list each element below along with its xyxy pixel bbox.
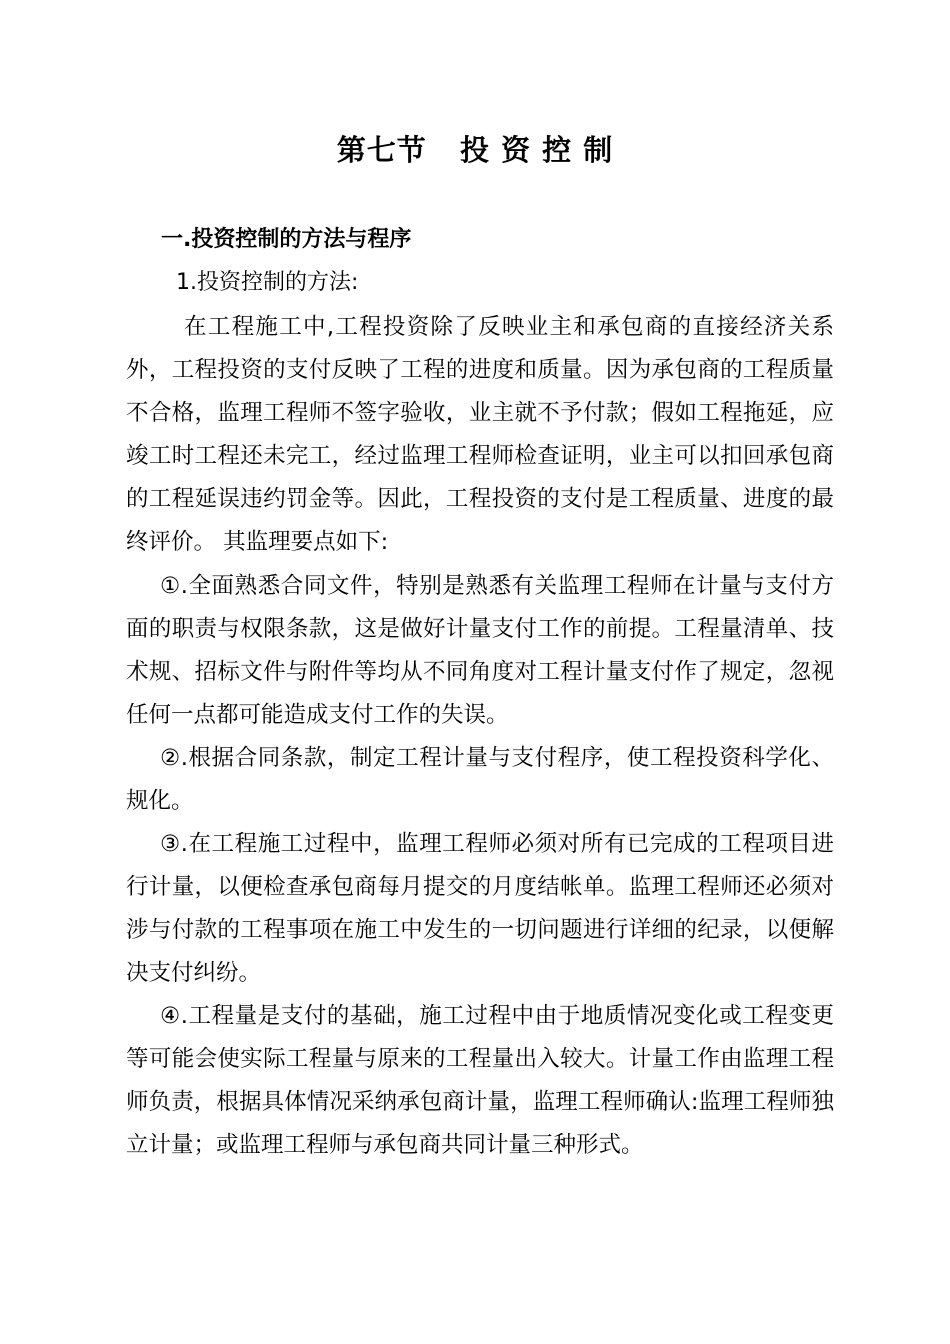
paragraph-intro: 在工程施工中,工程投资除了反映业主和承包商的直接经济关系外，工程投资的支付反映了工程的进度和质量。因为承包商的工程质量不合格，监理工程师不签字验收，业主就不予付款；假如工程拖延，应竣工时工程还未完工，经过监理工程师检查证明，业主可以扣回承包商的工程延误违约罚金等。因此，工程投资的支付是工程质量、进度的最终评价。 其监理要点如下: — [126, 314, 834, 555]
section-heading: 一.投资控制的方法与程序 — [161, 227, 412, 252]
section-title: 第七节 投 资 控 制 — [336, 133, 614, 167]
paragraph-item-1: ①.全面熟悉合同文件，特别是熟悉有关监理工程师在计量与支付方面的职责与权限条款，这是做好计量支付工作的前提。工程量清单、技术规、招标文件与附件等均从不同角度对工程计量支付作了规定，忽视任何一点都可能造成支付工作的失误。 — [126, 573, 834, 728]
subheading: 1.投资控制的方法: — [176, 270, 359, 295]
paragraph-item-2: ②.根据合同条款，制定工程计量与支付程序，使工程投资科学化、规化。 — [126, 745, 834, 814]
paragraph-item-4: ④.工程量是支付的基础，施工过程中由于地质情况变化或工程变更等可能会使实际工程量与原来的工程量出入较大。计量工作由监理工程师负责，根据具体情况采纳承包商计量，监理工程师确认:监理工程师独立计量；或监理工程师与承包商共同计量三种形式。 — [126, 1003, 834, 1158]
paragraph-item-3: ③.在工程施工过程中，监理工程师必须对所有已完成的工程项目进行计量，以便检查承包商每月提交的月度结帐单。监理工程师还必须对涉与付款的工程事项在施工中发生的一切问题进行详细的纪录，以便解决支付纠纷。 — [126, 831, 834, 986]
